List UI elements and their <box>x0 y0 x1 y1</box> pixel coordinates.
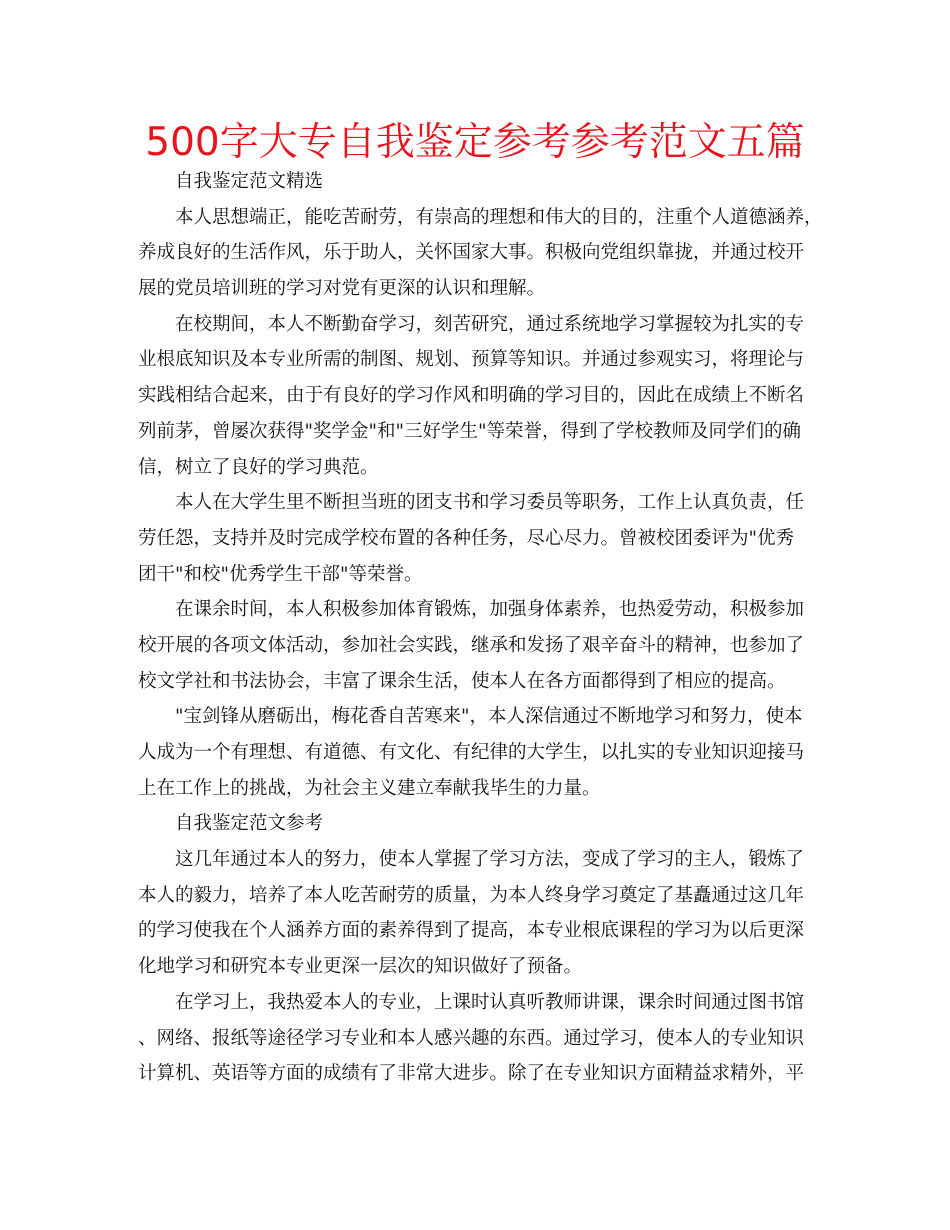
text-line: 团干"和校"优秀学生干部"等荣誉。 <box>138 563 423 585</box>
text-line: 在校期间，本人不断勤奋学习，刻苦研究，通过系统地学习掌握较为扎实的专 <box>175 313 805 335</box>
text-line: 列前茅，曾屡次获得"奖学金"和"三好学生"等荣誉，得到了学校教师及同学们的确 <box>138 420 802 442</box>
document-title: 500字大专自我鉴定参考参考范文五篇 <box>145 120 805 165</box>
text-line: "宝剑锋从磨砺出，梅花香自苦寒来"，本人深信通过不断地学习和努力，使本 <box>175 706 803 728</box>
paragraph <box>138 842 818 985</box>
text-line: 、网络、报纸等途径学习专业和本人感兴趣的东西。通过学习，使本人的专业知识 <box>138 1027 805 1049</box>
text-line: 在课余时间，本人积极参加体育锻炼，加强身体素养，也热爱劳动，积极参加 <box>175 599 805 621</box>
text-line: 本人在大学生里不断担当班的团支书和学习委员等职务，工作上认真负责，任 <box>175 492 805 514</box>
paragraph <box>138 200 823 307</box>
text-line: 上在工作上的挑战，为社会主义建立奉献我毕生的力量。 <box>138 777 601 799</box>
text-line: 这几年通过本人的努力，使本人掌握了学习方法，变成了学习的主人，锻炼了 <box>175 849 805 871</box>
text-line: 化地学习和研究本专业更深一层次的知识做好了预备。 <box>138 956 583 978</box>
text-line: 本人的毅力，培养了本人吃苦耐劳的质量，为本人终身学习奠定了基矗通过这几年 <box>138 884 805 906</box>
text-line: 信，树立了良好的学习典范。 <box>138 456 379 478</box>
text-line: 的学习使我在个人涵养方面的素养得到了提高，本专业根底课程的学习为以后更深 <box>138 920 805 942</box>
paragraph <box>138 485 818 592</box>
text-line: 校开展的各项文体活动，参加社会实践，继承和发扬了艰辛奋斗的精神，也参加了 <box>138 634 805 656</box>
document-body <box>138 164 823 1092</box>
text-line: 实践相结合起来，由于有良好的学习作风和明确的学习目的，因此在成绩上不断名 <box>138 385 805 407</box>
text-line: 养成良好的生活作风，乐于助人，关怀国家大事。积极向党组织靠拢，并通过校开 <box>138 242 805 264</box>
text-line: 人成为一个有理想、有道德、有文化、有纪律的大学生，以扎实的专业知识迎接马 <box>138 742 805 763</box>
paragraph <box>138 307 818 485</box>
text-line: 业根底知识及本专业所需的制图、规划、预算等知识。并通过参观实习，将理论与 <box>138 349 805 371</box>
text-line: 本人思想端正，能吃苦耐劳，有崇高的理想和伟大的目的，注重个人道德涵养， <box>175 206 823 228</box>
text-line: 校文学社和书法协会，丰富了课余生活，使本人在各方面都得到了相应的提高。 <box>138 670 786 692</box>
paragraph <box>138 699 818 806</box>
text-line: 劳任怨，支持并及时完成学校布置的各种任务，尽心尽力。曾被校团委评为"优秀 <box>138 527 795 549</box>
section-heading: 自我鉴定范文参考 <box>175 813 324 835</box>
text-line: 计算机、英语等方面的成绩有了非常大进步。除了在专业知识方面精益求精外，平 <box>138 1063 805 1085</box>
text-line: 展的党员培训班的学习对党有更深的认识和理解。 <box>138 278 546 300</box>
section-heading: 自我鉴定范文精选 <box>175 171 324 192</box>
text-line: 在学习上，我热爱本人的专业，上课时认真听教师讲课，课余时间通过图书馆 <box>175 991 805 1013</box>
paragraph <box>138 592 818 699</box>
paragraph <box>138 985 818 1092</box>
